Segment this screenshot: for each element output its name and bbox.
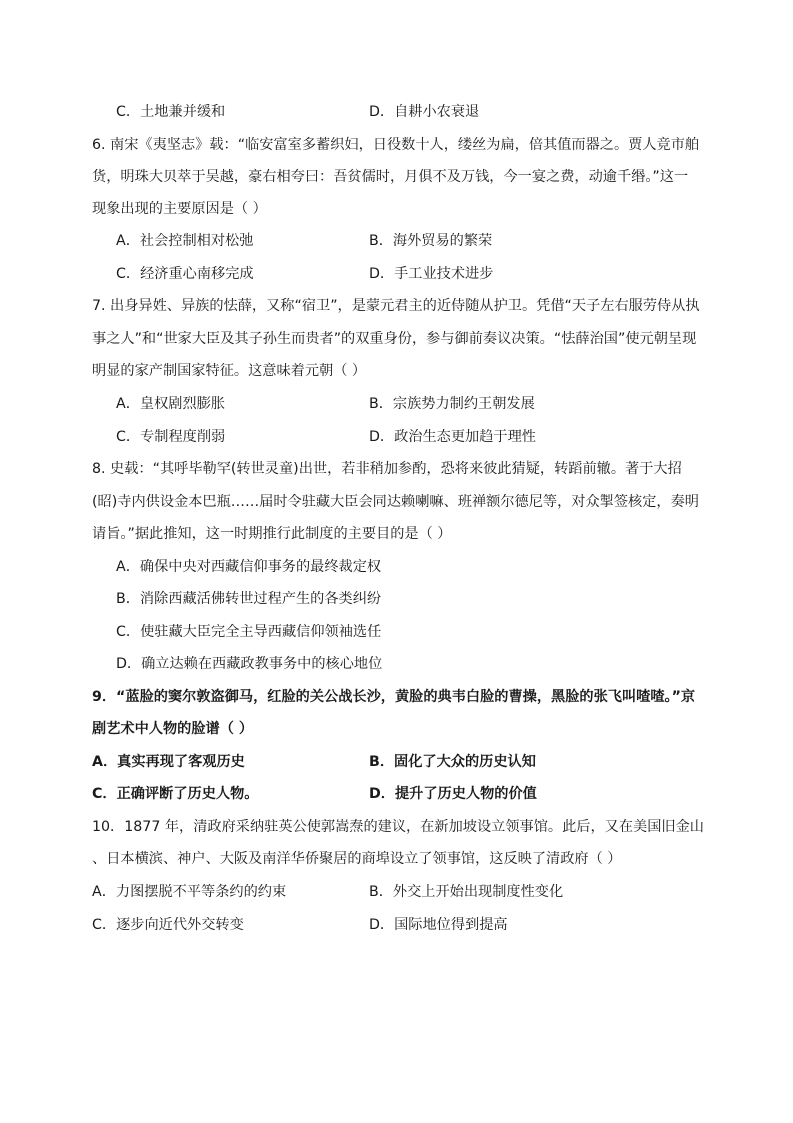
q6-option-a: A．社会控制相对松弛 — [116, 233, 254, 249]
q10-stem-line-1: 10．1877 年，清政府采纳驻英公使郭嵩焘的建议，在新加坡设立领事馆。此后，又在美国旧金山 — [92, 819, 704, 835]
q9-option-c: C．正确评断了历史人物。 — [92, 786, 259, 802]
q8-option-d: D．确立达赖在西藏政教事务中的核心地位 — [116, 656, 383, 672]
q9-option-b: B．固化了大众的历史认知 — [369, 754, 536, 770]
q7-stem-line-2: 事之人”和“世家大臣及其子孙生而贵者”的双重身份，参与御前奏议决策。“怯薛治国”使元朝呈现 — [92, 331, 697, 347]
q10-option-c: C．逐步向近代外交转变 — [92, 917, 244, 933]
q8-stem-line-2: (昭)寺内供设金本巴瓶……届时令驻藏大臣会同达赖喇嘛、班禅额尔德尼等，对众掣签核定，奏明 — [92, 494, 699, 510]
q7-stem-line-3: 明显的家产制国家特征。这意味着元朝（ ） — [92, 363, 367, 379]
q8-option-a: A．确保中央对西藏信仰事务的最终裁定权 — [116, 559, 382, 575]
q8-option-b: B．消除西藏活佛转世过程产生的各类纠纷 — [116, 591, 382, 607]
q9-stem-line-2: 剧艺术中人物的脸谱（ ） — [92, 721, 254, 737]
q8-stem-line-3: 请旨。”据此推知，这一时期推行此制度的主要目的是（ ） — [92, 526, 452, 542]
q5-option-d: D．自耕小农衰退 — [369, 104, 480, 120]
q6-option-d: D．手工业技术进步 — [369, 266, 494, 282]
q6-stem-line-1: 6. 南宋《夷坚志》载：“临安富室多蓄织妇，日役数十人，缕丝为扁，倍其值而器之。贾人竞市舶 — [92, 137, 700, 153]
q10-option-d: D．国际地位得到提高 — [369, 917, 508, 933]
q7-option-a: A．皇权剧烈膨胀 — [116, 396, 226, 412]
q6-stem-line-3: 现象出现的主要原因是（ ） — [92, 201, 267, 217]
q6-option-c: C．经济重心南移完成 — [116, 266, 254, 282]
q8-option-c: C．使驻藏大臣完全主导西藏信仰领袖选任 — [116, 624, 382, 640]
q9-option-d: D．提升了历史人物的价值 — [369, 786, 537, 802]
q9-stem-line-1: 9．“蓝脸的窦尔敦盗御马，红脸的关公战长沙，黄脸的典韦白脸的曹操，黑脸的张飞叫喳喳。”京 — [92, 689, 696, 705]
q5-option-c: C．土地兼并缓和 — [116, 104, 226, 120]
q10-option-a: A．力图摆脱不平等条约的约束 — [92, 884, 287, 900]
q10-stem-line-2: 、日本横滨、神户、大阪及南洋华侨聚居的商埠设立了领事馆，这反映了清政府（ ） — [92, 851, 622, 867]
q6-option-b: B．海外贸易的繁荣 — [369, 233, 493, 249]
q7-option-d: D．政治生态更加趋于理性 — [369, 429, 536, 445]
q7-option-c: C．专制程度削弱 — [116, 429, 226, 445]
q6-stem-line-2: 货，明珠大贝萃于吴越，豪右相夸曰：吾贫儒时，月俱不及万钱，今一宴之费，动逾千缗。”这一 — [92, 169, 689, 185]
q7-stem-line-1: 7. 出身异姓、异族的怯薛，又称“宿卫”，是蒙元君主的近侍随从护卫。凭借“天子左右服劳侍从执 — [92, 298, 700, 314]
q8-stem-line-1: 8. 史载：“其呼毕勒罕(转世灵童)出世，若非稍加参酌，恐将来彼此猜疑，转蹈前辙。著于大招 — [92, 461, 682, 477]
q9-option-a: A．真实再现了客观历史 — [92, 754, 245, 770]
q7-option-b: B．宗族势力制约王朝发展 — [369, 396, 535, 412]
q10-option-b: B．外交上开始出现制度性变化 — [369, 884, 564, 900]
